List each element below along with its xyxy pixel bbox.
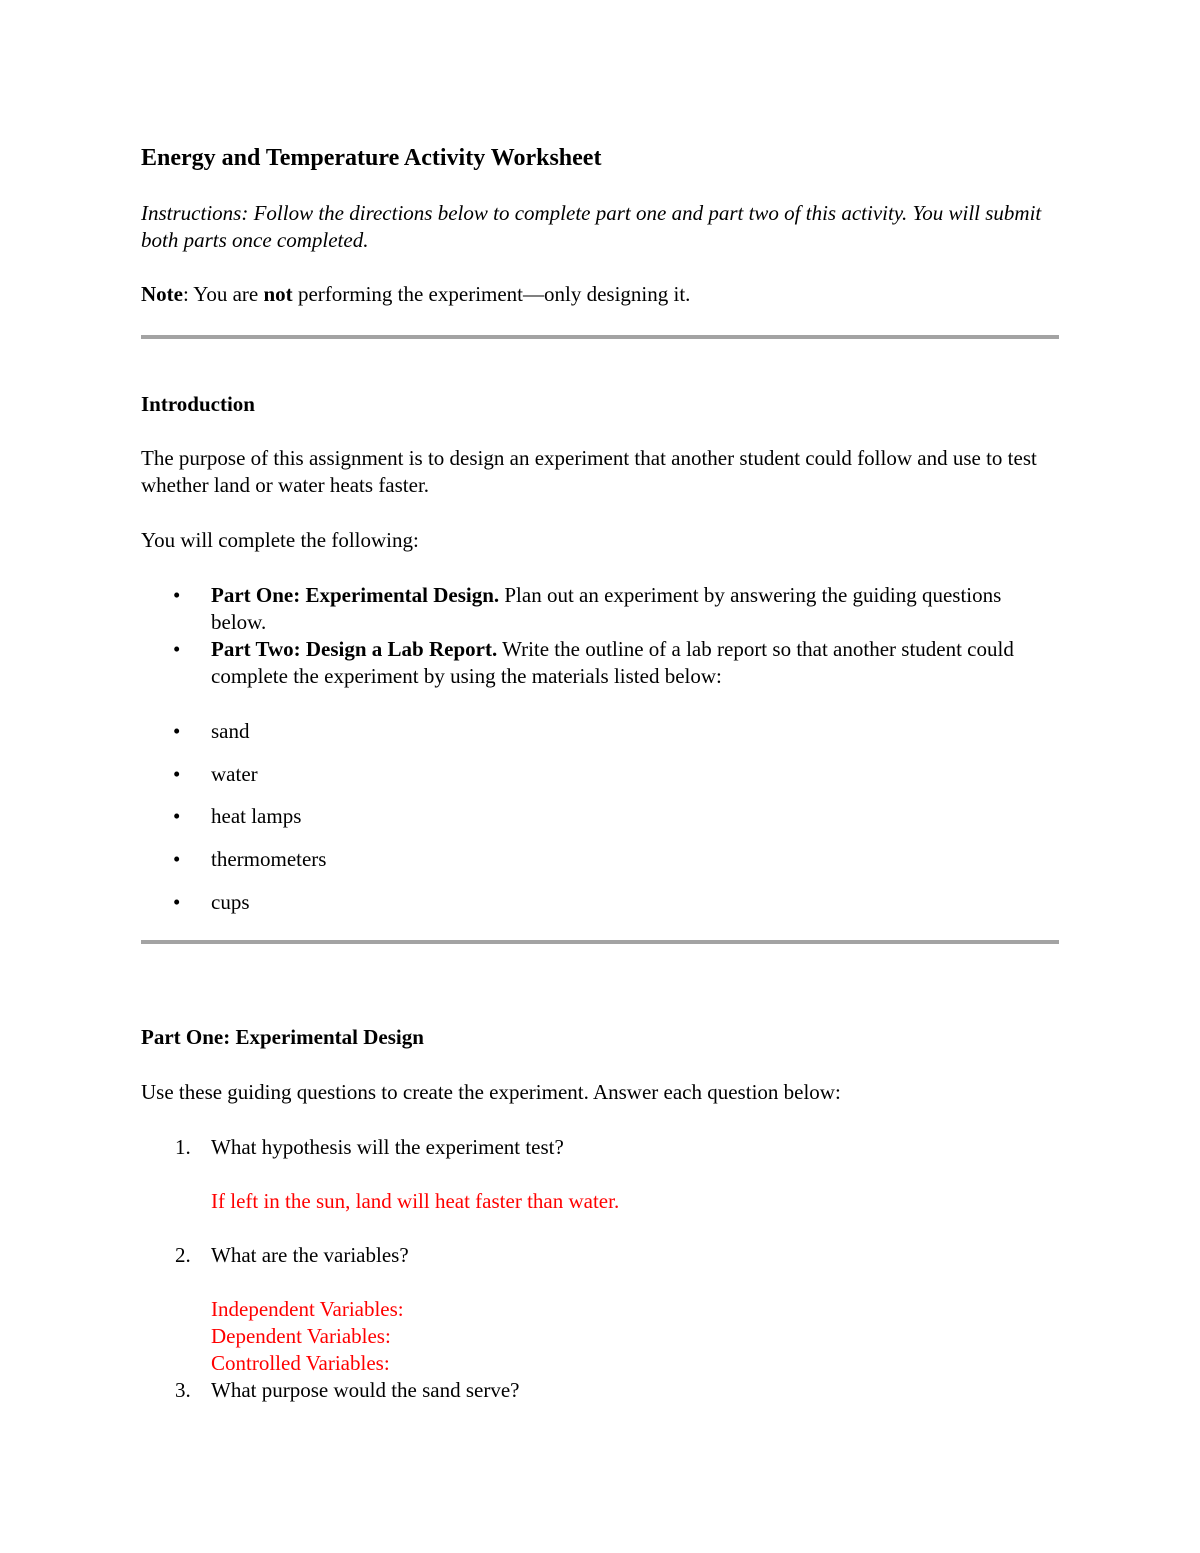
question-number: 1. xyxy=(175,1135,191,1159)
bullet-icon: • xyxy=(173,890,181,914)
note-emphasis: not xyxy=(263,282,293,306)
bullet-icon: • xyxy=(173,847,181,871)
bullet-icon: • xyxy=(173,719,181,743)
part-two-label: Part Two: Design a Lab Report. xyxy=(211,637,498,661)
note-text-start: : You are xyxy=(182,282,264,306)
section-divider xyxy=(141,940,1059,944)
bullet-icon: • xyxy=(173,804,181,828)
question-number: 3. xyxy=(175,1378,191,1402)
document-title: Energy and Temperature Activity Worksheet xyxy=(141,145,602,171)
dependent-variables-answer: Dependent Variables: xyxy=(211,1324,391,1348)
part-one-item xyxy=(211,582,1059,636)
bullet-icon: • xyxy=(173,637,181,661)
material-label: thermometers xyxy=(211,847,327,871)
question-number: 2. xyxy=(175,1243,191,1267)
material-label: sand xyxy=(211,719,250,743)
bullet-icon: • xyxy=(173,762,181,786)
worksheet-page xyxy=(141,0,1059,1553)
note-label: Note xyxy=(141,282,183,306)
note-text-end: performing the experiment—only designing it. xyxy=(292,282,691,306)
part-two-description: Write the outline of a lab report so that another student could complete the experiment by using the materials listed below: xyxy=(211,637,1014,688)
question-text: What purpose would the sand serve? xyxy=(211,1378,520,1402)
part-two-item xyxy=(211,636,1059,690)
question-text: What are the variables? xyxy=(211,1243,409,1267)
questions-lead-in: Use these guiding questions to create the experiment. Answer each question below: xyxy=(141,1080,841,1104)
material-label: cups xyxy=(211,890,250,914)
section-divider xyxy=(141,335,1059,339)
purpose-paragraph: The purpose of this assignment is to design an experiment that another student could follow and use to test whether land or water heats faster. xyxy=(141,446,1037,497)
lead-in-text: You will complete the following: xyxy=(141,528,419,552)
material-label: water xyxy=(211,762,258,786)
material-label: heat lamps xyxy=(211,804,302,828)
part-one-description: Plan out an experiment by answering the guiding questions below. xyxy=(211,583,1002,634)
part-one-heading: Part One: Experimental Design xyxy=(141,1025,424,1049)
controlled-variables-answer: Controlled Variables: xyxy=(211,1351,390,1375)
hypothesis-answer: If left in the sun, land will heat faster than water. xyxy=(211,1189,620,1213)
bullet-icon: • xyxy=(173,583,181,607)
note-paragraph xyxy=(141,281,1059,308)
instructions-text: Instructions: Follow the directions below to complete part one and part two of this activity. You will submit both parts once completed. xyxy=(141,201,1042,252)
independent-variables-answer: Independent Variables: xyxy=(211,1297,404,1321)
question-text: What hypothesis will the experiment test? xyxy=(211,1135,564,1159)
introduction-heading: Introduction xyxy=(141,392,255,416)
part-one-label: Part One: Experimental Design. xyxy=(211,583,500,607)
